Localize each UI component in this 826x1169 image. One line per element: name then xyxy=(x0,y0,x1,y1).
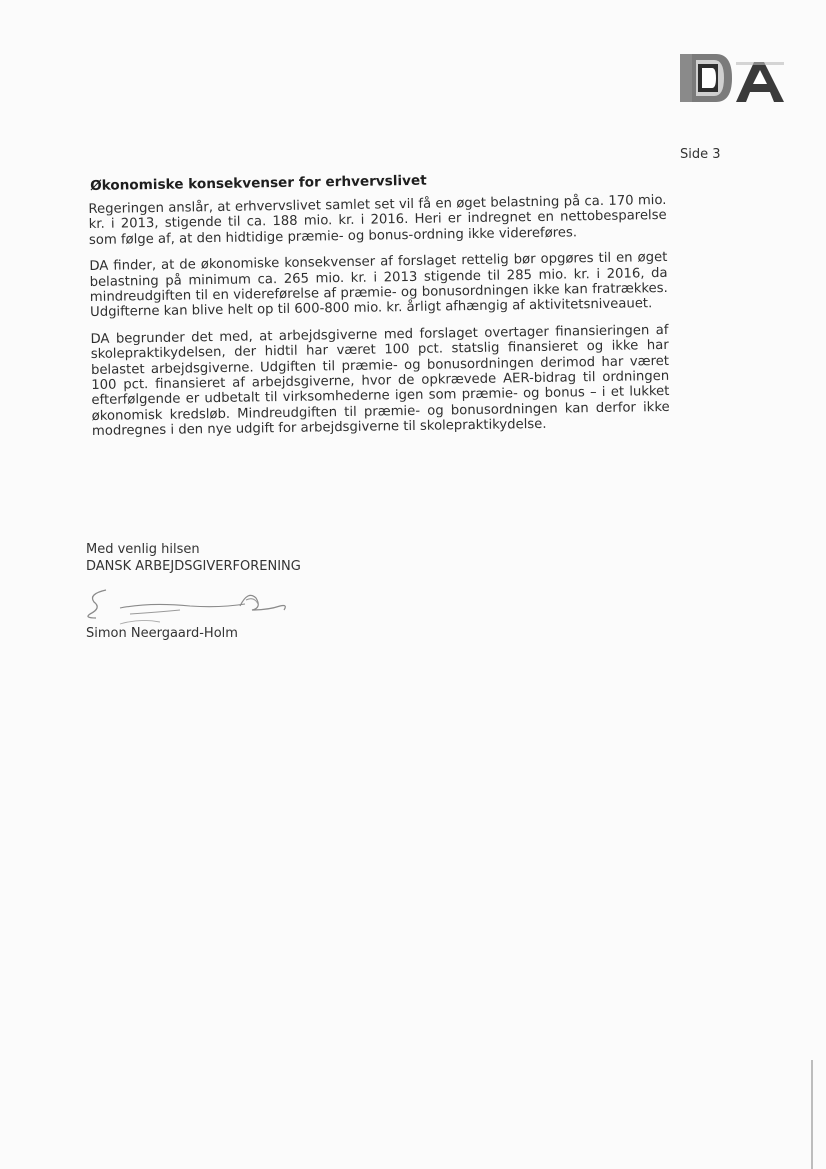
da-logo xyxy=(676,48,788,108)
closing-greeting: Med venlig hilsen xyxy=(86,542,200,557)
paragraph: DA finder, at de økonomiske konsekvenser af forslaget rettelig bør opgøres til en øget belastning på minimum ca. 265 mio. kr. i 2013 stigende til 285 mio. kr. i 2016, da mindreudgiften til en videreførelse af præmie- og bonusordningen ikke kan fratrækkes. Udgifterne kan blive helt op til 600-800 mio. kr. årligt afhængig af aktivitetsniveauet. xyxy=(89,250,668,321)
scan-edge-line xyxy=(811,1060,813,1169)
closing-block xyxy=(86,541,301,575)
signer-name: Simon Neergaard-Holm xyxy=(86,626,238,641)
section-heading: Økonomiske konsekvenser for erhvervslivet xyxy=(89,172,427,194)
closing-organization: DANSK ARBEJDSGIVERFORENING xyxy=(86,559,301,574)
handwritten-signature xyxy=(80,584,300,632)
paragraph: DA begrunder det med, at arbejdsgiverne med forslaget overtager finansieringen af skolepraktikydelsen, der hidtil har været 100 pct. statslig finansieret og ikke har belastet arbejdsgiverne. Udgiften til præmie- og bonusordningen derimod har været 100 pct. finansieret af arbejdsgiverne, hvor de opkrævede AER-bidrag til ordningen efterfølgende er udbetalt til virksomhederne igen som præmie- og bonus – i et lukket økonomisk kredsløb. Mindreudgiften til præmie- og bonusordningen kan derfor ikke modregnes i den nye udgift for arbejdsgiverne til skolepraktikydelse. xyxy=(90,322,670,440)
document-body xyxy=(88,169,670,451)
paragraph: Regeringen anslår, at erhvervslivet samlet set vil få en øget belastning på ca. 170 mio. kr. i 2013, stigende til ca. 188 mio. kr. i 2016. Heri er indregnet en nettobesparelse som følge af, at den hidtidige præmie- og bonus-ordning ikke videreføres. xyxy=(88,192,667,248)
page-number: Side 3 xyxy=(680,147,721,162)
